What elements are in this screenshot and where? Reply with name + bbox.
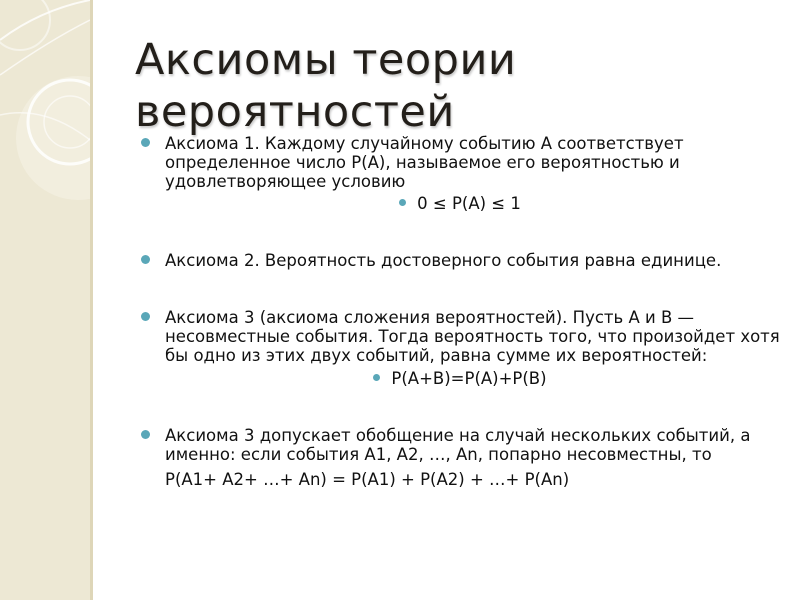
spacer xyxy=(140,270,780,308)
axiom-3-general-text: Аксиома 3 допускает обобщение на случай нескольких событий, а именно: если события А1, А2, …, Аn, попарно несовместны, то xyxy=(165,426,751,464)
bullet-icon xyxy=(399,199,406,206)
title-line-2: вероятностей xyxy=(135,87,455,137)
axiom-1-item xyxy=(140,134,780,191)
axiom-3-text: Аксиома 3 (аксиома сложения вероятностей). Пусть А и В — несовместные события. Тогда вероятность того, что произойдет хотя бы одно из этих двух событий, равна сумме их вероятностей: xyxy=(165,308,780,365)
axiom-3-formula: Р(А+В)=Р(А)+Р(В) xyxy=(391,369,547,388)
spacer xyxy=(140,213,780,251)
axiom-1-formula: 0 ≤ Р(А) ≤ 1 xyxy=(417,194,521,213)
bullet-icon xyxy=(373,374,380,381)
bullet-icon xyxy=(141,312,150,321)
axiom-1-formula-item xyxy=(140,194,780,213)
slide-title xyxy=(135,34,695,138)
decorative-side-panel xyxy=(0,0,90,600)
axiom-3-general-formula: Р(А1+ А2+ …+ Аn) = Р(А1) + Р(А2) + …+ Р(Аn) xyxy=(165,470,570,489)
axiom-3-item xyxy=(140,308,780,365)
side-panel-border xyxy=(90,0,93,600)
axiom-3-formula-item xyxy=(140,369,780,388)
axiom-2-item xyxy=(140,251,780,270)
bullet-icon xyxy=(141,255,150,264)
bullet-icon xyxy=(141,138,150,147)
axiom-2-text: Аксиома 2. Вероятность достоверного события равна единице. xyxy=(165,251,722,270)
spacer xyxy=(140,388,780,426)
axiom-1-text: Аксиома 1. Каждому случайному событию А соответствует определенное число Р(А), называемое его вероятностью и удовлетворяющее условию xyxy=(165,134,684,191)
slide-body xyxy=(140,134,780,489)
axiom-3-general-item xyxy=(140,426,780,464)
decorative-circles-graphic xyxy=(0,0,90,600)
title-line-1: Аксиомы теории xyxy=(135,35,517,85)
bullet-icon xyxy=(141,430,150,439)
